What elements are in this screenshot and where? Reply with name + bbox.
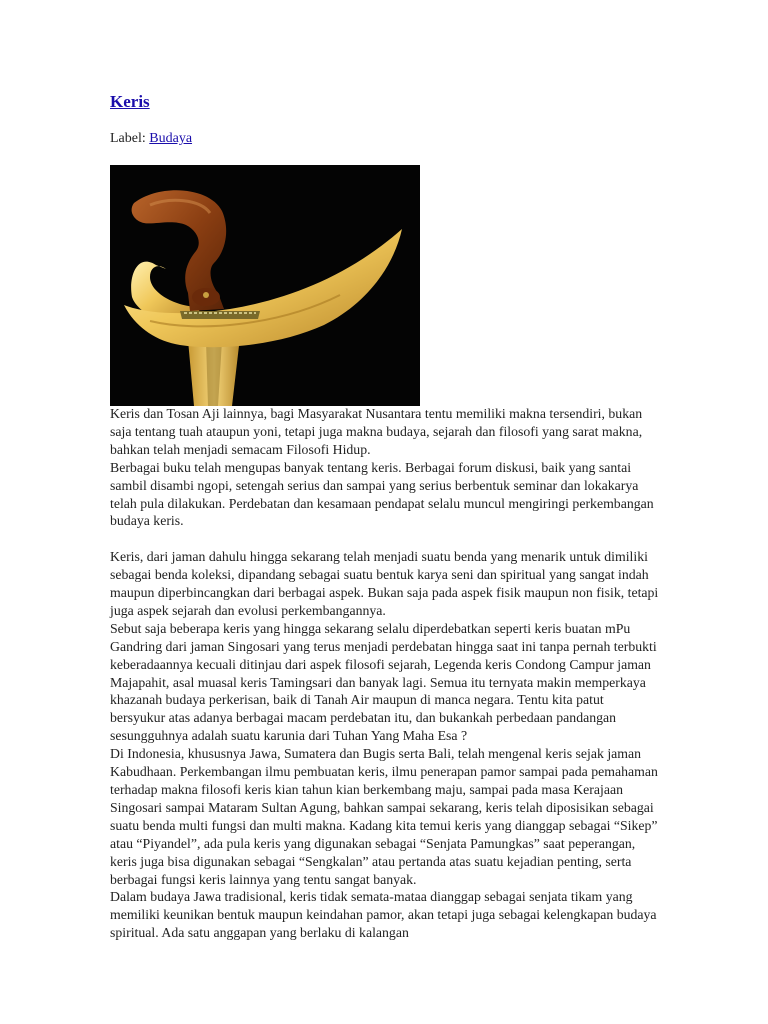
post-title-link[interactable]: Keris [110, 92, 150, 111]
keris-photo [110, 165, 420, 406]
post-body [110, 405, 662, 942]
label-link-budaya[interactable]: Budaya [149, 131, 193, 146]
label-prefix: Label: [110, 131, 146, 146]
paragraph: Dalam budaya Jawa tradisional, keris tidak semata-mataa dianggap sebagai senjata tikam yang memiliki keunikan bentuk maupun keindahan pamor, akan tetapi juga sebagai kelengkapan budaya spiritual. Ada satu anggapan yang berlaku di kalangan [110, 889, 657, 941]
post-labels [110, 130, 192, 148]
keris-illustration [110, 165, 420, 406]
paragraph: Keris dan Tosan Aji lainnya, bagi Masyarakat Nusantara tentu memiliki makna tersendiri, bukan saja tentang tuah ataupun yoni, tetapi juga makna budaya, sejarah dan filosofi yang sarat makna, bahkan telah menjadi semacam Filosofi Hidup. [110, 406, 643, 457]
paragraph-spacer [110, 530, 662, 548]
paragraph: Berbagai buku telah mengupas banyak tentang keris. Berbagai forum diskusi, baik yang santai sambil disambi ngopi, setengah serius dan sampai yang serius berbentuk seminar dan lokakarya telah pula dilakukan. Perdebatan dan kesamaan pendapat selalu muncul mengiringi perkembangan budaya keris. [110, 459, 654, 529]
paragraph: Keris, dari jaman dahulu hingga sekarang telah menjadi suatu benda yang menarik untuk dimiliki sebagai benda koleksi, dipandang sebagai suatu bentuk karya seni dan spiritual yang sangat indah maupun diperbincangkan dari berbagai aspek. Bukan saja pada aspek fisik maupun non fisik, tetapi juga aspek sejarah dan evolusi perkembangannya. [110, 549, 659, 618]
paragraph: Di Indonesia, khususnya Jawa, Sumatera dan Bugis serta Bali, telah mengenal keris sejak jaman Kabudhaan. Perkembangan ilmu pembuatan keris, ilmu penerapan pamor sampai pada pemahaman terhadap makna filosofi keris kian tahun kian berkembang maju, sampai pada masa Kerajaan Singosari sampai Mataram Sultan Agung, bahkan sampai sekarang, keris telah diposisikan sebagai suatu benda multi fungsi dan multi makna. Kadang kita temui keris yang dianggap sebagai “Sikep” atau “Piyandel”, ada pula keris yang digunakan sebagai “Senjata Pamungkas” saat peperangan, keris juga bisa digunakan sebagai “Sengkalan” atau pertanda atas suatu kejadian penting, serta berbagai fungsi keris lainnya yang tentu sangat banyak. [110, 746, 658, 887]
paragraph: Sebut saja beberapa keris yang hingga sekarang selalu diperdebatkan seperti keris buatan mPu Gandring dari jaman Singosari yang terus menjadi perdebatan hingga saat ini tanpa pernah terbukti keberadaannya kecuali ditinjau dari aspek filosofi sejarah, Legenda keris Condong Campur jaman Majapahit, asal muasal keris Tamingsari dan banyak lagi. Semua itu ternyata makin memperkaya khazanah budaya perkerisan, baik di Tanah Air maupun di manca negara. Tentu kita patut bersyukur atas adanya berbagai macam perdebatan itu, dan bukankah perbedaan pandangan sesungguhnya adalah suatu karunia dari Tuhan Yang Maha Esa ? [110, 620, 657, 744]
